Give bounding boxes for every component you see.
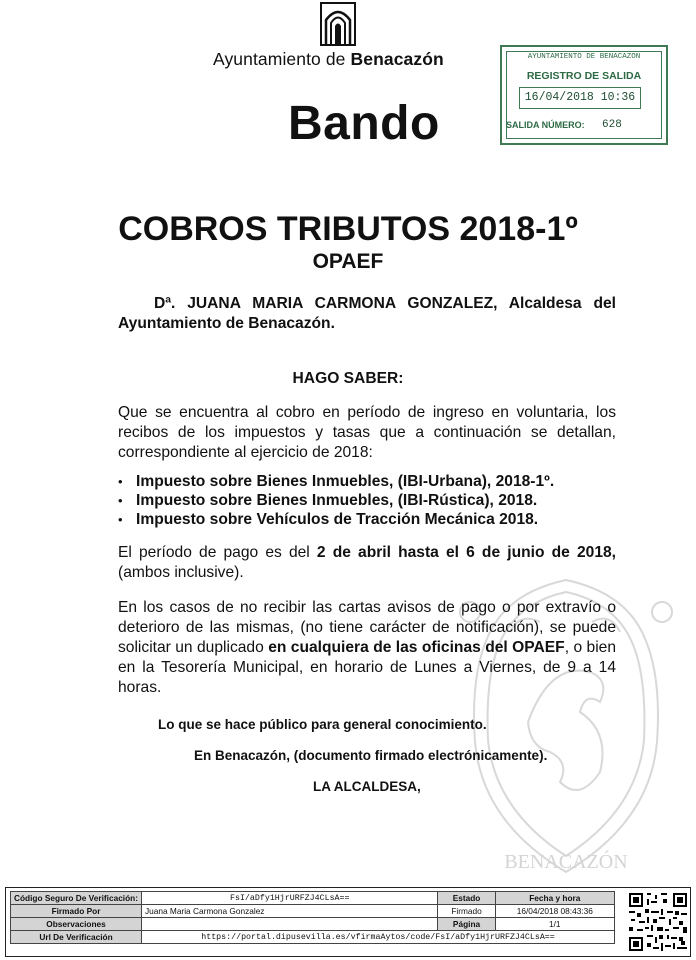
tax-list	[118, 472, 638, 529]
table-row	[11, 931, 615, 944]
stamp-number-label: SALIDA NÚMERO:	[506, 120, 585, 130]
list-item	[118, 491, 638, 510]
hago-saber-heading: HAGO SABER:	[292, 370, 404, 387]
registry-stamp	[500, 45, 668, 145]
intro-paragraph	[118, 294, 616, 334]
document-title: COBROS TRIBUTOS 2018-1º	[118, 210, 578, 248]
p3-part2: , o bien en la Tesorería Municipal, en horario de Lunes a Viernes, de 9 a 14 horas.	[118, 639, 616, 696]
observaciones-label: Observaciones	[11, 918, 142, 931]
fecha-label: Fecha y hora	[495, 892, 614, 905]
p2-part1: El período de pago es del	[118, 544, 317, 561]
list-item-text: Impuesto sobre Bienes Inmuebles, (IBI-Rústica), 2018.	[136, 492, 538, 509]
table-row	[11, 892, 615, 905]
url-label: Url De Verificación	[11, 931, 142, 944]
list-item	[118, 472, 638, 491]
list-item-text: Impuesto sobre Bienes Inmuebles, (IBI-Urbana), 2018-1º.	[136, 473, 555, 490]
intro-text: Dª. JUANA MARIA CARMONA GONZALEZ, Alcaldesa del Ayuntamiento de Benacazón.	[118, 295, 616, 332]
pagina-label: Página	[438, 918, 495, 931]
document-type: Bando	[288, 97, 440, 150]
document-subtitle: OPAEF	[312, 250, 384, 273]
org-prefix: Ayuntamiento de	[213, 49, 346, 69]
list-item	[118, 510, 638, 529]
signature-title: LA ALCALDESA,	[313, 779, 421, 794]
bullet-icon: •	[118, 493, 123, 508]
estado-value: Firmado	[438, 905, 495, 918]
paragraph-payment-period	[118, 543, 616, 583]
pagina-value: 1/1	[495, 918, 614, 931]
paragraph-duplicate	[118, 598, 616, 698]
organization-name	[213, 49, 444, 70]
verification-url[interactable]: https://portal.dipusevilla.es/vfirmaAytos/code/FsI/aDfy1HjrURFZJ4CLsA==	[142, 931, 615, 944]
fecha-value: 16/04/2018 08:43:36	[495, 905, 614, 918]
stamp-org: AYUNTAMIENTO DE BENACAZON	[527, 53, 641, 61]
p3-bold: en cualquiera de las oficinas del OPAEF	[268, 639, 565, 656]
code-label: Código Seguro De Verificación:	[11, 892, 142, 905]
table-row	[11, 918, 615, 931]
p2-part2: (ambos inclusive).	[118, 564, 244, 581]
table-row	[11, 905, 615, 918]
verification-code: FsI/aDfy1HjrURFZJ4CLsA==	[142, 892, 438, 905]
qr-code-icon	[629, 893, 687, 951]
observaciones-value	[142, 918, 438, 931]
p3-part1: En los casos de no recibir las cartas avisos de pago o por extravío o deterioro de las mismas, (no tiene carácter de notificación), se puede solicitar un duplicado	[118, 599, 616, 656]
p2-bold: 2 de abril hasta el 6 de junio de 2018,	[316, 544, 616, 561]
firmado-value: Juana Maria Carmona Gonzalez	[142, 905, 438, 918]
municipal-logo-icon	[320, 2, 356, 46]
bullet-icon: •	[118, 474, 123, 489]
org-name: Benacazón	[350, 49, 444, 69]
closing-line-2: En Benacazón, (documento firmado electrónicamente).	[194, 748, 548, 763]
verification-footer	[5, 887, 691, 957]
stamp-registry: REGISTRO DE SALIDA	[526, 70, 642, 82]
list-item-text: Impuesto sobre Vehículos de Tracción Mecánica 2018.	[136, 511, 539, 528]
estado-label: Estado	[438, 892, 495, 905]
stamp-number: 628	[602, 119, 622, 131]
verification-table	[10, 891, 615, 944]
bullet-icon: •	[118, 512, 123, 527]
closing-line-1: Lo que se hace público para general conocimiento.	[158, 717, 487, 732]
paragraph-collection: Que se encuentra al cobro en período de ingreso en voluntaria, los recibos de los impuestos y tasas que a continuación se detallan, correspondiente al ejercicio de 2018:	[118, 404, 616, 461]
stamp-datetime: 16/04/2018 10:36	[519, 87, 641, 109]
seal-text: BENACAZÓN	[504, 851, 628, 873]
firmado-label: Firmado Por	[11, 905, 142, 918]
